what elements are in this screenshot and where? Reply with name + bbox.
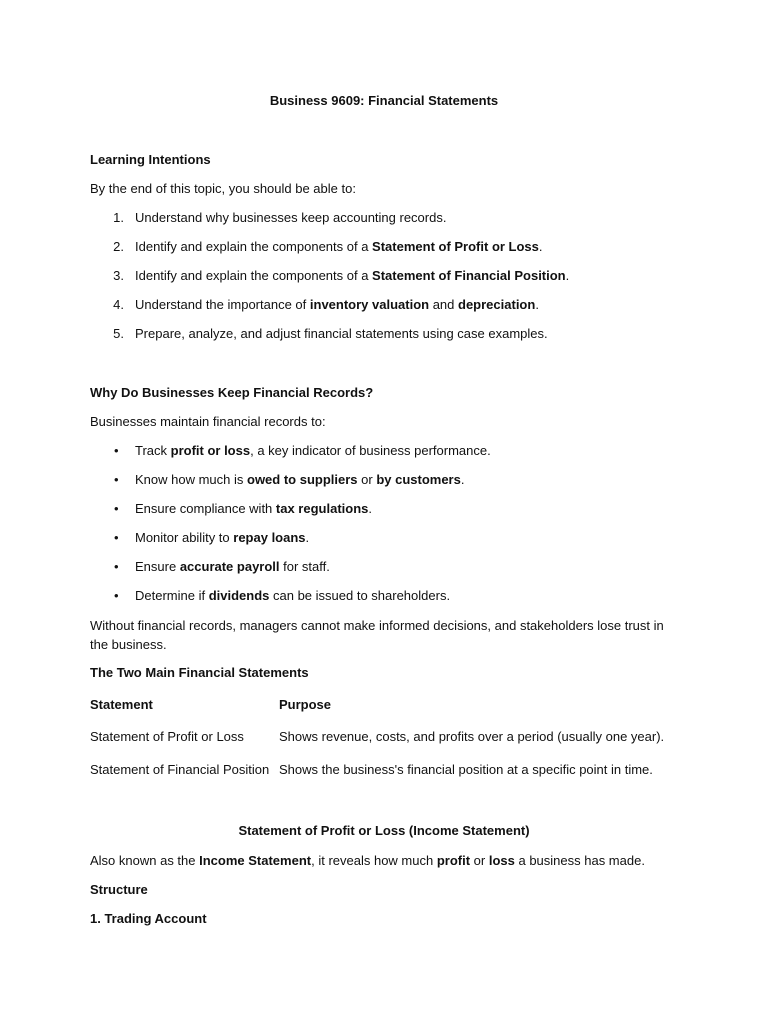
list-number: 5. xyxy=(113,326,124,341)
list-item-text: Know how much is owed to suppliers or by customers. xyxy=(135,472,465,487)
bullet-icon: • xyxy=(114,530,119,545)
table-cell-statement: Statement of Financial Position xyxy=(90,762,270,777)
list-number: 4. xyxy=(113,297,124,312)
table-header-purpose: Purpose xyxy=(279,697,332,712)
list-item-text: Prepare, analyze, and adjust financial statements using case examples. xyxy=(135,326,548,341)
bullet-icon: • xyxy=(114,501,119,516)
list-item-text: Track profit or loss, a key indicator of business performance. xyxy=(135,443,491,458)
document-title: Business 9609: Financial Statements xyxy=(269,93,499,108)
table-cell-statement: Statement of Profit or Loss xyxy=(90,729,244,744)
records-heading: Why Do Businesses Keep Financial Records? xyxy=(90,385,374,400)
records-intro: Businesses maintain financial records to: xyxy=(90,414,326,429)
list-number: 3. xyxy=(113,268,124,283)
list-item-text: Identify and explain the components of a Statement of Financial Position. xyxy=(135,268,570,283)
list-item-text: Understand why businesses keep accounting records. xyxy=(135,210,447,225)
records-closing-paragraph: Without financial records, managers cannot make informed decisions, and stakeholders lose trust in the business. xyxy=(90,618,664,652)
trading-account-heading: 1. Trading Account xyxy=(90,911,207,926)
structure-heading: Structure xyxy=(90,882,148,897)
bullet-icon: • xyxy=(114,588,119,603)
income-intro: Also known as the Income Statement, it reveals how much profit or loss a business has made. xyxy=(90,853,645,868)
bullet-icon: • xyxy=(114,559,119,574)
learning-intro: By the end of this topic, you should be able to: xyxy=(90,181,356,196)
list-item-text: Ensure accurate payroll for staff. xyxy=(135,559,330,574)
list-item-text: Ensure compliance with tax regulations. xyxy=(135,501,372,516)
list-item-text: Identify and explain the components of a Statement of Profit or Loss. xyxy=(135,239,543,254)
income-statement-heading: Statement of Profit or Loss (Income Statement) xyxy=(238,823,530,838)
table-cell-purpose: Shows revenue, costs, and profits over a period (usually one year). xyxy=(279,729,665,744)
learning-intentions-heading: Learning Intentions xyxy=(90,152,211,167)
list-item-text: Determine if dividends can be issued to shareholders. xyxy=(135,588,451,603)
list-number: 2. xyxy=(113,239,124,254)
two-statements-heading: The Two Main Financial Statements xyxy=(90,665,309,680)
list-item-text: Understand the importance of inventory valuation and depreciation. xyxy=(135,297,539,312)
list-number: 1. xyxy=(113,210,124,225)
table-header-statement: Statement xyxy=(90,697,153,712)
bullet-icon: • xyxy=(114,443,119,458)
table-cell-purpose: Shows the business's financial position at a specific point in time. xyxy=(279,762,653,777)
list-item-text: Monitor ability to repay loans. xyxy=(135,530,310,545)
bullet-icon: • xyxy=(114,472,119,487)
